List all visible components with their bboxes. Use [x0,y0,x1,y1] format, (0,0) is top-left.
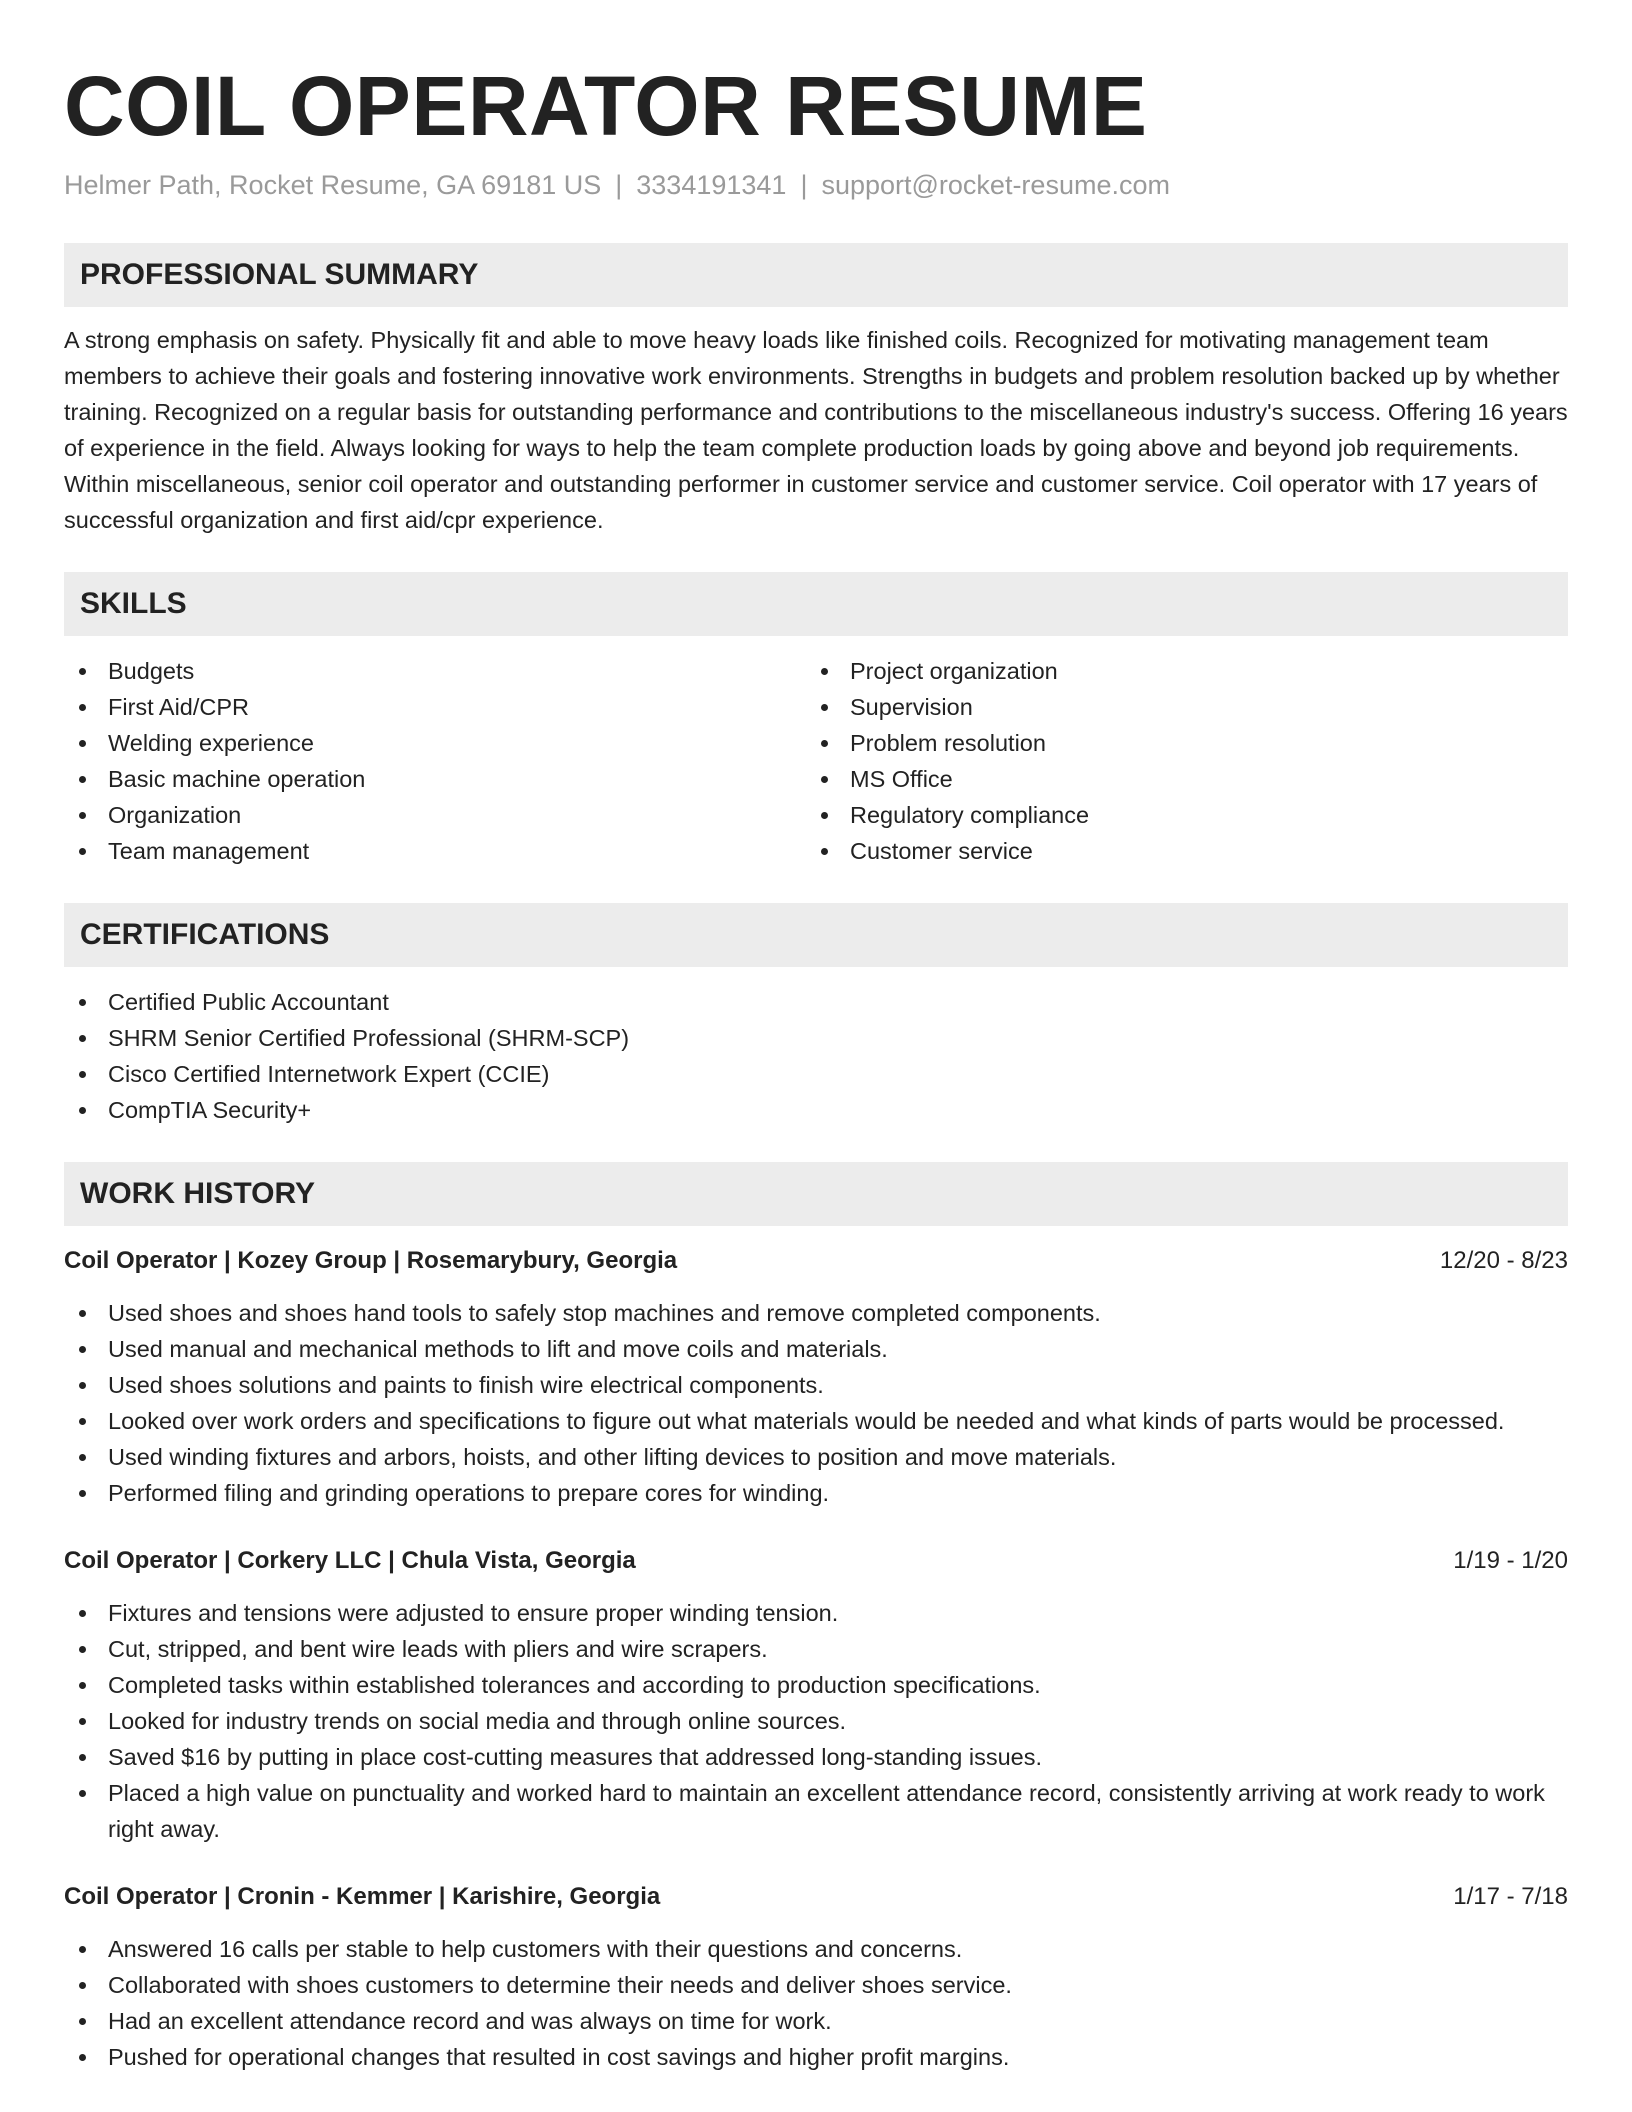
job-dates: 1/19 - 1/20 [1453,1547,1568,1574]
skill-item: Team management [64,833,806,869]
job-bullet: Used shoes and shoes hand tools to safely stop machines and remove completed components. [64,1295,1568,1331]
contact-separator: | [800,170,808,200]
skills-list-left [64,653,806,869]
contact-phone: 3334191341 [636,170,787,200]
skill-item: Basic machine operation [64,761,806,797]
job-title: Coil Operator | Corkery LLC | Chula Vista, Georgia [64,1547,636,1574]
skill-item: Project organization [806,653,1548,689]
job-bullet: Used shoes solutions and paints to finish wire electrical components. [64,1367,1568,1403]
job-bullets [64,1595,1568,1847]
job-title: Coil Operator | Kozey Group | Rosemarybury, Georgia [64,1247,678,1274]
contact-email: support@rocket-resume.com [821,170,1170,200]
job-bullet: Used manual and mechanical methods to lift and move coils and materials. [64,1331,1568,1367]
job-bullet: Cut, stripped, and bent wire leads with pliers and wire scrapers. [64,1631,1568,1667]
job-bullet: Performed filing and grinding operations to prepare cores for winding. [64,1475,1568,1511]
certification-item: Cisco Certified Internetwork Expert (CCIE) [64,1056,1568,1092]
contact-separator: | [615,170,623,200]
skill-item: Customer service [806,833,1548,869]
certification-item: Certified Public Accountant [64,984,1568,1020]
skills-heading: SKILLS [64,572,1568,636]
certification-item: SHRM Senior Certified Professional (SHRM-SCP) [64,1020,1568,1056]
skills-list-right [806,653,1548,869]
job-entry [64,1879,1568,2075]
summary-heading: PROFESSIONAL SUMMARY [64,243,1568,307]
job-header [64,1879,1568,1915]
job-bullet: Answered 16 calls per stable to help customers with their questions and concerns. [64,1931,1568,1967]
job-entry [64,1543,1568,1847]
certification-item: CompTIA Security+ [64,1092,1568,1128]
skill-item: Welding experience [64,725,806,761]
skills-column-left [64,653,806,869]
job-bullet: Saved $16 by putting in place cost-cutting measures that addressed long-standing issues. [64,1739,1568,1775]
job-title: Coil Operator | Cronin - Kemmer | Karishire, Georgia [64,1883,661,1910]
job-bullet: Looked over work orders and specifications to figure out what materials would be needed and what kinds of parts would be processed. [64,1403,1568,1439]
resume-page [64,0,1568,2075]
job-dates: 1/17 - 7/18 [1453,1883,1568,1910]
skills-grid [64,653,1568,869]
job-bullet: Pushed for operational changes that resulted in cost savings and higher profit margins. [64,2039,1568,2075]
page-title: COIL OPERATOR RESUME [64,59,1148,153]
contact-address: Helmer Path, Rocket Resume, GA 69181 US [64,170,602,200]
job-header [64,1243,1568,1279]
skill-item: MS Office [806,761,1548,797]
job-bullet: Placed a high value on punctuality and worked hard to maintain an excellent attendance record, consistently arriving at work ready to work right away. [64,1775,1568,1847]
contact-line [64,168,1568,202]
summary-text: A strong emphasis on safety. Physically fit and able to move heavy loads like finished coils. Recognized for motivating management team members to achieve their goals and fostering innovative work environments. Strengths in budgets and problem resolution backed up by whether training. Recognized on a regular basis for outstanding performance and contributions to the miscellaneous industry's success. Offering 16 years of experience in the field. Always looking for ways to help the team complete production loads by going above and beyond job requirements. Within miscellaneous, senior coil operator and outstanding performer in customer service and customer service. Coil operator with 17 years of successful organization and first aid/cpr experience. [64,327,1568,533]
certifications-heading: CERTIFICATIONS [64,903,1568,967]
job-dates: 12/20 - 8/23 [1439,1247,1568,1274]
job-bullet: Had an excellent attendance record and was always on time for work. [64,2003,1568,2039]
job-bullet: Completed tasks within established tolerances and according to production specifications. [64,1667,1568,1703]
work-history-heading: WORK HISTORY [64,1162,1568,1226]
skill-item: Problem resolution [806,725,1548,761]
skill-item: First Aid/CPR [64,689,806,725]
certifications-list [64,984,1568,1128]
skills-column-right [806,653,1548,869]
job-header [64,1543,1568,1579]
skill-item: Supervision [806,689,1548,725]
job-bullet: Used winding fixtures and arbors, hoists, and other lifting devices to position and move materials. [64,1439,1568,1475]
job-bullet: Fixtures and tensions were adjusted to ensure proper winding tension. [64,1595,1568,1631]
job-bullet: Collaborated with shoes customers to determine their needs and deliver shoes service. [64,1967,1568,2003]
job-bullets [64,1295,1568,1511]
skill-item: Budgets [64,653,806,689]
job-bullet: Looked for industry trends on social media and through online sources. [64,1703,1568,1739]
job-bullets [64,1931,1568,2075]
skill-item: Organization [64,797,806,833]
skill-item: Regulatory compliance [806,797,1548,833]
job-entry [64,1243,1568,1511]
